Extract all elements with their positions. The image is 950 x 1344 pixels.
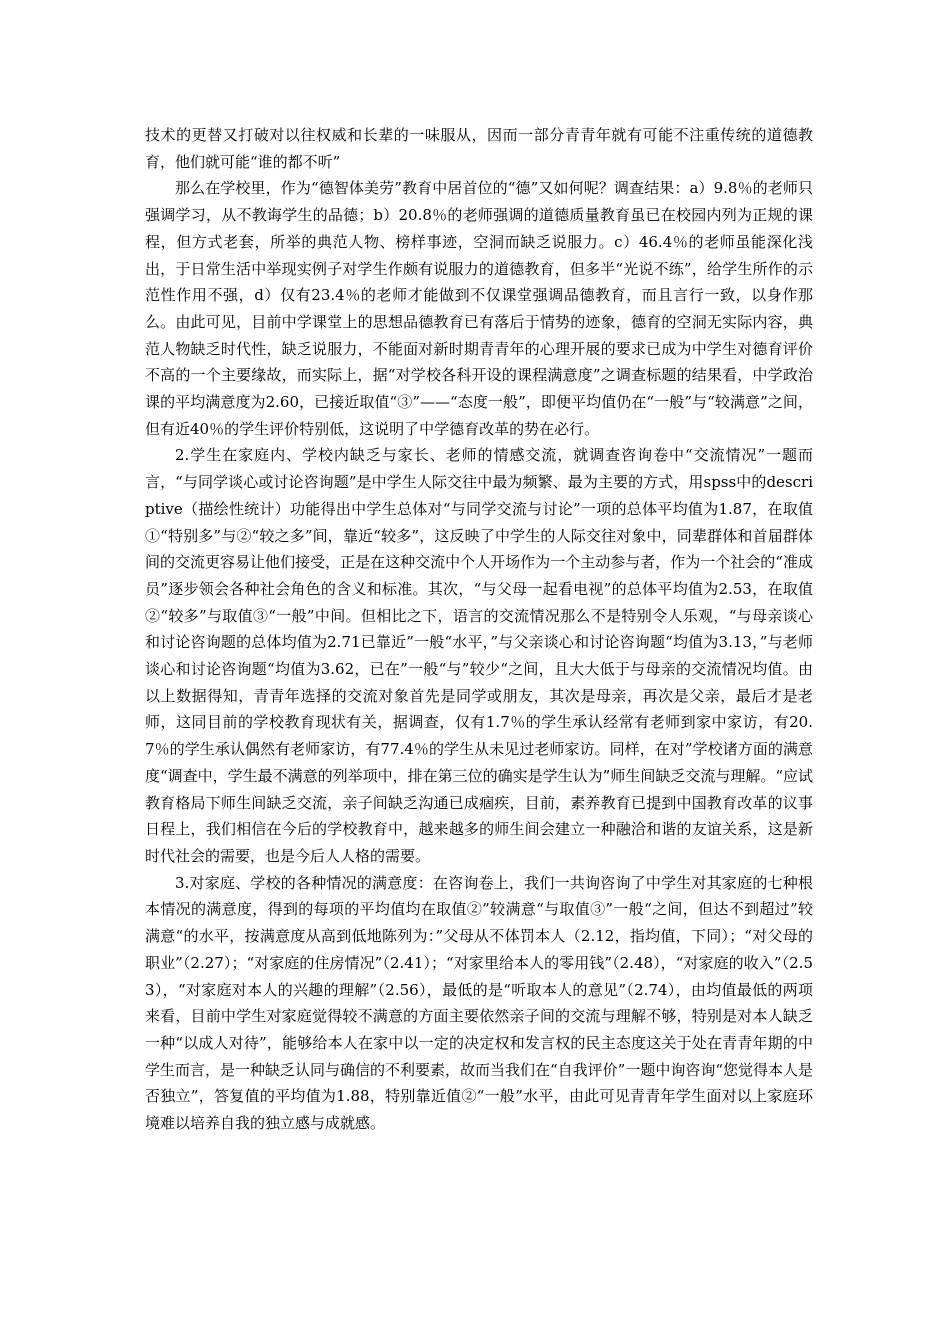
paragraph-satisfaction: 3.对家庭、学校的各种情况的满意度：在咨询卷上，我们一共询咨询了中学生对其家庭的七种根本情况的满意度，得到的每项的平均值均在取值②”较满意“与取值③”一般“之间，但达不到超过”较满意“的水平，按满意度从高到低地陈列为：”父母从不体罚本人（2.12，指均值，下同）；“对父母的职业”（2.27）；“对家庭的住房情况”（2.41）；“对家里给本人的零用钱”（2.48），“对家庭的收入”（2.53），“对家庭对本人的兴趣的理解”（2.56），最低的是“听取本人的意见”（2.74），由均值最低的两项来看，目前中学生对家庭觉得较不满意的方面主要依然亲子间的交流与理解不够，特别是对本人缺乏一种“以成人对待”，能够给本人在家中以一定的决定权和发言权的民主态度这关于处在青青年期的中学生而言，是一种缺乏认同与确信的不利要素，故而当我们在“自我评价”一题中询咨询“您觉得本人是否独立”，答复值的平均值为1.88，特别靠近值②“一般”水平，由此可见青青年学生面对以上家庭环境难以培养自我的独立感与成就感。 xyxy=(145,873,814,1133)
paragraph-moral-education: 那么在学校里，作为“德智体美劳”教育中居首位的“德”又如何呢？调查结果：a）9.8％的老师只强调学习，从不教诲学生的品德；b）20.8％的老师强调的道德质量教育虽已在校园内列为正规的课程，但方式老套，所举的典范人物、榜样事迹，空洞而缺乏说服力。c）46.4％的老师虽能深化浅出，于日常生活中举现实例子对学生作颇有说服力的道德教育，但多半“光说不练”，给学生所作的示范性作用不强，d）仅有23.4％的老师才能做到不仅课堂强调品德教育，而且言行一致，以身作那么。由此可见，目前中学课堂上的思想品德教育已有落后于情势的迹象，德育的空洞无实际内容，典范人物缺乏时代性，缺乏说服力，不能面对新时期青青年的心理开展的要求已成为中学生对德育评价不高的一个主要缘故，而实际上，据“对学校各科开设的课程满意度”之调查标题的结果看，中学政治课的平均满意度为2.60，已接近取值“③”——“态度一般”，即便平均值仍在“一般”与“较满意”之间，但有近40％的学生评价特别低，这说明了中学德育改革的势在必行。 xyxy=(145,179,813,438)
paragraph-continuation: 技术的更替又打破对以往权威和长辈的一味服从，因而一部分青青年就有可能不注重传统的道德教育，他们就可能“谁的都不听” xyxy=(145,126,813,171)
paragraph-emotional-communication: 2.学生在家庭内、学校内缺乏与家长、老师的情感交流，就调查咨询卷中“交流情况”一题而言，“与同学谈心或讨论咨询题”是中学生人际交往中最为频繁、最为主要的方式，用spss中的descriptive（描绘性统计）功能得出中学生总体对“与同学交流与讨论”一项的总体平均值为1.87，在取值①“特别多”与②“较之多”间，靠近“较多”，这反映了中学生的人际交往对象中，同辈群体和首届群体间的交流更容易让他们接受，正是在这种交流中个人开场作为一个主动参与者，作为一个社会的“准成员”逐步领会各种社会角色的含义和标准。其次，“与父母一起看电视”的总体平均值为2.53，在取值②“较多”与取值③“一般”中间。但相比之下，语言的交流情况那么不是特别令人乐观，“与母亲谈心和讨论咨询题的总体均值为2.71已靠近”一般“水平，”与父亲谈心和讨论咨询题“均值为3.13，”与老师谈心和讨论咨询题“均值为3.62，已在”一般“与”较少“之间，且大大低于与母亲的交流情况均值。由以上数据得知，青青年选择的交流对象首先是同学或朋友，其次是母亲，再次是父亲，最后才是老师，这同目前的学校教育现状有关，据调查，仅有1.7％的学生承认经常有老师到家中家访，有20.7％的学生承认偶然有老师家访，有77.4％的学生从未见过老师家访。同样，在对”学校诸方面的满意度“调查中，学生最不满意的列举项中，排在第三位的确实是学生认为”师生间缺乏交流与理解。“应试教育格局下师生间缺乏交流，亲子间缺乏沟通已成痼疾，目前，素养教育已提到中国教育改革的议事日程上，我们相信在今后的学校教育中，越来越多的师生间会建立一种融洽和谐的友谊关系，这是新时代社会的需要，也是今后人人格的需要。 xyxy=(145,446,814,865)
document-body xyxy=(145,122,813,1137)
